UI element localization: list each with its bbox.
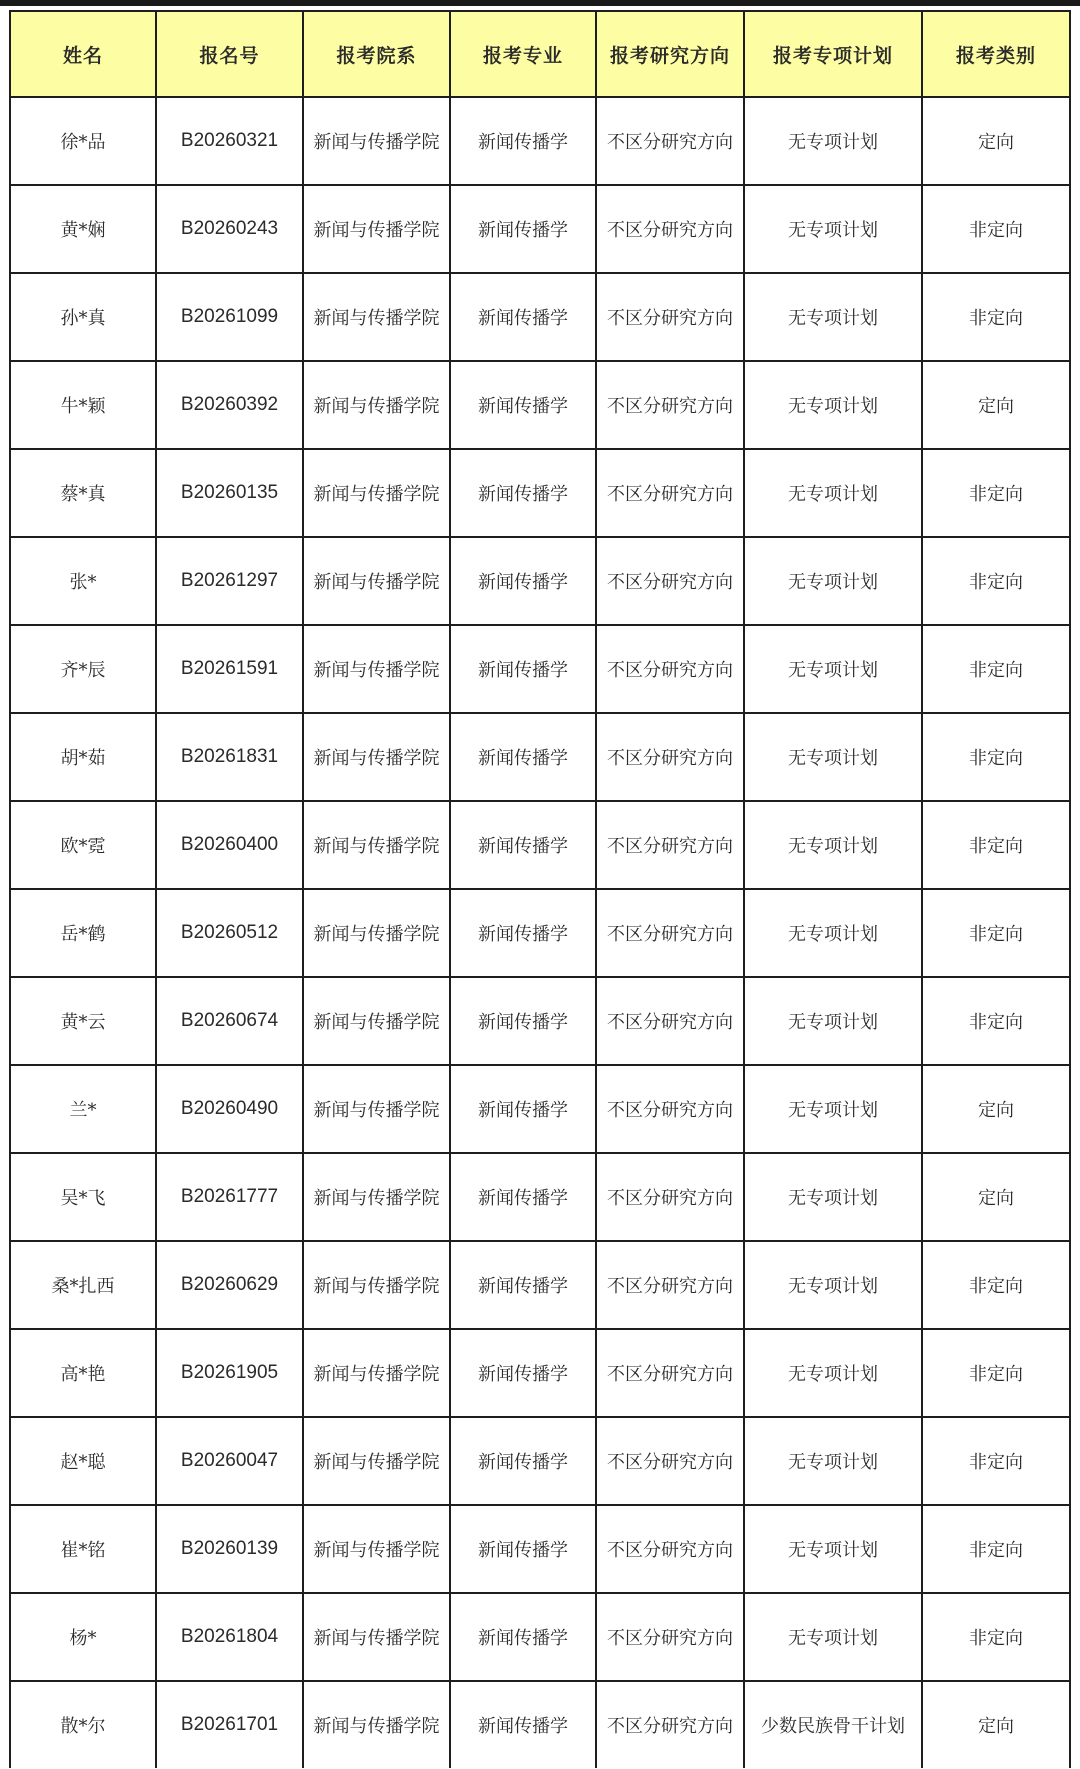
table-row bbox=[10, 977, 1070, 1065]
table-row bbox=[10, 801, 1070, 889]
header-department: 报考院系 bbox=[303, 11, 450, 97]
cell-name: 兰* bbox=[10, 1065, 156, 1153]
cell-major: 新闻传播学 bbox=[450, 361, 596, 449]
admission-list-table bbox=[9, 10, 1071, 1768]
cell-major: 新闻传播学 bbox=[450, 1681, 596, 1768]
table-body bbox=[10, 97, 1070, 1768]
cell-department: 新闻与传播学院 bbox=[303, 273, 450, 361]
cell-category: 非定向 bbox=[922, 977, 1070, 1065]
cell-special-plan: 无专项计划 bbox=[744, 1593, 922, 1681]
cell-category: 定向 bbox=[922, 361, 1070, 449]
cell-major: 新闻传播学 bbox=[450, 1593, 596, 1681]
cell-registration-number: B20261099 bbox=[156, 273, 303, 361]
cell-registration-number: B20260629 bbox=[156, 1241, 303, 1329]
cell-name: 牛*颖 bbox=[10, 361, 156, 449]
cell-category: 非定向 bbox=[922, 1417, 1070, 1505]
cell-category: 非定向 bbox=[922, 1505, 1070, 1593]
cell-special-plan: 无专项计划 bbox=[744, 361, 922, 449]
cell-major: 新闻传播学 bbox=[450, 801, 596, 889]
cell-name: 张* bbox=[10, 537, 156, 625]
cell-research-direction: 不区分研究方向 bbox=[596, 97, 744, 185]
cell-research-direction: 不区分研究方向 bbox=[596, 713, 744, 801]
cell-name: 黄*娴 bbox=[10, 185, 156, 273]
table-row bbox=[10, 1241, 1070, 1329]
cell-department: 新闻与传播学院 bbox=[303, 801, 450, 889]
cell-department: 新闻与传播学院 bbox=[303, 977, 450, 1065]
cell-name: 黄*云 bbox=[10, 977, 156, 1065]
cell-name: 岳*鹤 bbox=[10, 889, 156, 977]
cell-registration-number: B20261905 bbox=[156, 1329, 303, 1417]
table-row bbox=[10, 1681, 1070, 1768]
cell-research-direction: 不区分研究方向 bbox=[596, 449, 744, 537]
header-major: 报考专业 bbox=[450, 11, 596, 97]
cell-name: 崔*铭 bbox=[10, 1505, 156, 1593]
cell-special-plan: 无专项计划 bbox=[744, 1505, 922, 1593]
table-row bbox=[10, 1505, 1070, 1593]
cell-major: 新闻传播学 bbox=[450, 185, 596, 273]
cell-name: 高*艳 bbox=[10, 1329, 156, 1417]
cell-name: 赵*聪 bbox=[10, 1417, 156, 1505]
cell-registration-number: B20260047 bbox=[156, 1417, 303, 1505]
cell-category: 非定向 bbox=[922, 273, 1070, 361]
table-row bbox=[10, 713, 1070, 801]
cell-research-direction: 不区分研究方向 bbox=[596, 889, 744, 977]
cell-special-plan: 无专项计划 bbox=[744, 1153, 922, 1241]
cell-department: 新闻与传播学院 bbox=[303, 97, 450, 185]
table-header bbox=[10, 11, 1070, 97]
cell-category: 非定向 bbox=[922, 889, 1070, 977]
cell-research-direction: 不区分研究方向 bbox=[596, 361, 744, 449]
cell-name: 散*尔 bbox=[10, 1681, 156, 1768]
header-name: 姓名 bbox=[10, 11, 156, 97]
cell-special-plan: 无专项计划 bbox=[744, 1065, 922, 1153]
cell-department: 新闻与传播学院 bbox=[303, 625, 450, 713]
cell-research-direction: 不区分研究方向 bbox=[596, 273, 744, 361]
cell-category: 定向 bbox=[922, 1681, 1070, 1768]
cell-department: 新闻与传播学院 bbox=[303, 537, 450, 625]
table-row bbox=[10, 361, 1070, 449]
cell-special-plan: 无专项计划 bbox=[744, 889, 922, 977]
cell-category: 定向 bbox=[922, 97, 1070, 185]
cell-special-plan: 无专项计划 bbox=[744, 1417, 922, 1505]
cell-registration-number: B20260392 bbox=[156, 361, 303, 449]
cell-major: 新闻传播学 bbox=[450, 625, 596, 713]
cell-department: 新闻与传播学院 bbox=[303, 1153, 450, 1241]
cell-category: 非定向 bbox=[922, 801, 1070, 889]
cell-research-direction: 不区分研究方向 bbox=[596, 1593, 744, 1681]
cell-registration-number: B20260243 bbox=[156, 185, 303, 273]
cell-name: 胡*茹 bbox=[10, 713, 156, 801]
cell-major: 新闻传播学 bbox=[450, 449, 596, 537]
cell-registration-number: B20260139 bbox=[156, 1505, 303, 1593]
cell-special-plan: 无专项计划 bbox=[744, 97, 922, 185]
cell-category: 非定向 bbox=[922, 713, 1070, 801]
cell-special-plan: 无专项计划 bbox=[744, 801, 922, 889]
cell-research-direction: 不区分研究方向 bbox=[596, 1417, 744, 1505]
cell-research-direction: 不区分研究方向 bbox=[596, 1241, 744, 1329]
cell-category: 非定向 bbox=[922, 537, 1070, 625]
cell-registration-number: B20261831 bbox=[156, 713, 303, 801]
cell-research-direction: 不区分研究方向 bbox=[596, 625, 744, 713]
cell-research-direction: 不区分研究方向 bbox=[596, 1065, 744, 1153]
cell-special-plan: 无专项计划 bbox=[744, 537, 922, 625]
cell-name: 蔡*真 bbox=[10, 449, 156, 537]
cell-name: 桑*扎西 bbox=[10, 1241, 156, 1329]
cell-name: 孙*真 bbox=[10, 273, 156, 361]
cell-research-direction: 不区分研究方向 bbox=[596, 801, 744, 889]
cell-name: 欧*霓 bbox=[10, 801, 156, 889]
cell-research-direction: 不区分研究方向 bbox=[596, 185, 744, 273]
cell-registration-number: B20261591 bbox=[156, 625, 303, 713]
cell-category: 定向 bbox=[922, 1153, 1070, 1241]
cell-special-plan: 无专项计划 bbox=[744, 1329, 922, 1417]
cell-department: 新闻与传播学院 bbox=[303, 1329, 450, 1417]
cell-department: 新闻与传播学院 bbox=[303, 1681, 450, 1768]
cell-major: 新闻传播学 bbox=[450, 1417, 596, 1505]
cell-name: 杨* bbox=[10, 1593, 156, 1681]
cell-research-direction: 不区分研究方向 bbox=[596, 977, 744, 1065]
cell-registration-number: B20261297 bbox=[156, 537, 303, 625]
cell-name: 徐*品 bbox=[10, 97, 156, 185]
cell-registration-number: B20261804 bbox=[156, 1593, 303, 1681]
cell-registration-number: B20260135 bbox=[156, 449, 303, 537]
cell-department: 新闻与传播学院 bbox=[303, 1505, 450, 1593]
cell-category: 非定向 bbox=[922, 625, 1070, 713]
cell-research-direction: 不区分研究方向 bbox=[596, 537, 744, 625]
table-row bbox=[10, 889, 1070, 977]
cell-category: 非定向 bbox=[922, 185, 1070, 273]
table-row bbox=[10, 625, 1070, 713]
cell-special-plan: 无专项计划 bbox=[744, 1241, 922, 1329]
header-special-plan: 报考专项计划 bbox=[744, 11, 922, 97]
cell-registration-number: B20261777 bbox=[156, 1153, 303, 1241]
cell-special-plan: 无专项计划 bbox=[744, 449, 922, 537]
cell-department: 新闻与传播学院 bbox=[303, 713, 450, 801]
cell-special-plan: 无专项计划 bbox=[744, 977, 922, 1065]
table-row bbox=[10, 185, 1070, 273]
cell-research-direction: 不区分研究方向 bbox=[596, 1505, 744, 1593]
cell-department: 新闻与传播学院 bbox=[303, 1241, 450, 1329]
cell-department: 新闻与传播学院 bbox=[303, 449, 450, 537]
table-row bbox=[10, 449, 1070, 537]
cell-special-plan: 无专项计划 bbox=[744, 273, 922, 361]
cell-registration-number: B20260321 bbox=[156, 97, 303, 185]
cell-special-plan: 无专项计划 bbox=[744, 185, 922, 273]
cell-special-plan: 少数民族骨干计划 bbox=[744, 1681, 922, 1768]
header-research-direction: 报考研究方向 bbox=[596, 11, 744, 97]
table-row bbox=[10, 97, 1070, 185]
cell-major: 新闻传播学 bbox=[450, 1505, 596, 1593]
cell-major: 新闻传播学 bbox=[450, 889, 596, 977]
cell-research-direction: 不区分研究方向 bbox=[596, 1681, 744, 1768]
cell-name: 齐*辰 bbox=[10, 625, 156, 713]
cell-department: 新闻与传播学院 bbox=[303, 361, 450, 449]
cell-major: 新闻传播学 bbox=[450, 1241, 596, 1329]
table-row bbox=[10, 1593, 1070, 1681]
cell-department: 新闻与传播学院 bbox=[303, 1065, 450, 1153]
cell-major: 新闻传播学 bbox=[450, 97, 596, 185]
cell-department: 新闻与传播学院 bbox=[303, 889, 450, 977]
cell-major: 新闻传播学 bbox=[450, 1065, 596, 1153]
cell-category: 非定向 bbox=[922, 1329, 1070, 1417]
cell-major: 新闻传播学 bbox=[450, 713, 596, 801]
cell-category: 非定向 bbox=[922, 1593, 1070, 1681]
cell-research-direction: 不区分研究方向 bbox=[596, 1153, 744, 1241]
header-registration-number: 报名号 bbox=[156, 11, 303, 97]
cell-major: 新闻传播学 bbox=[450, 273, 596, 361]
table-row bbox=[10, 1153, 1070, 1241]
top-edge-bar bbox=[0, 0, 1080, 6]
cell-major: 新闻传播学 bbox=[450, 1329, 596, 1417]
cell-major: 新闻传播学 bbox=[450, 1153, 596, 1241]
table-row bbox=[10, 1065, 1070, 1153]
table-row bbox=[10, 273, 1070, 361]
table-row bbox=[10, 1417, 1070, 1505]
cell-special-plan: 无专项计划 bbox=[744, 713, 922, 801]
cell-registration-number: B20260490 bbox=[156, 1065, 303, 1153]
cell-category: 定向 bbox=[922, 1065, 1070, 1153]
cell-name: 吴*飞 bbox=[10, 1153, 156, 1241]
cell-category: 非定向 bbox=[922, 449, 1070, 537]
table-row bbox=[10, 1329, 1070, 1417]
cell-research-direction: 不区分研究方向 bbox=[596, 1329, 744, 1417]
cell-category: 非定向 bbox=[922, 1241, 1070, 1329]
cell-special-plan: 无专项计划 bbox=[744, 625, 922, 713]
cell-registration-number: B20260674 bbox=[156, 977, 303, 1065]
cell-major: 新闻传播学 bbox=[450, 537, 596, 625]
cell-major: 新闻传播学 bbox=[450, 977, 596, 1065]
table-row bbox=[10, 537, 1070, 625]
cell-department: 新闻与传播学院 bbox=[303, 185, 450, 273]
header-category: 报考类别 bbox=[922, 11, 1070, 97]
header-row bbox=[10, 11, 1070, 97]
cell-department: 新闻与传播学院 bbox=[303, 1593, 450, 1681]
cell-registration-number: B20260512 bbox=[156, 889, 303, 977]
cell-registration-number: B20260400 bbox=[156, 801, 303, 889]
cell-registration-number: B20261701 bbox=[156, 1681, 303, 1768]
cell-department: 新闻与传播学院 bbox=[303, 1417, 450, 1505]
